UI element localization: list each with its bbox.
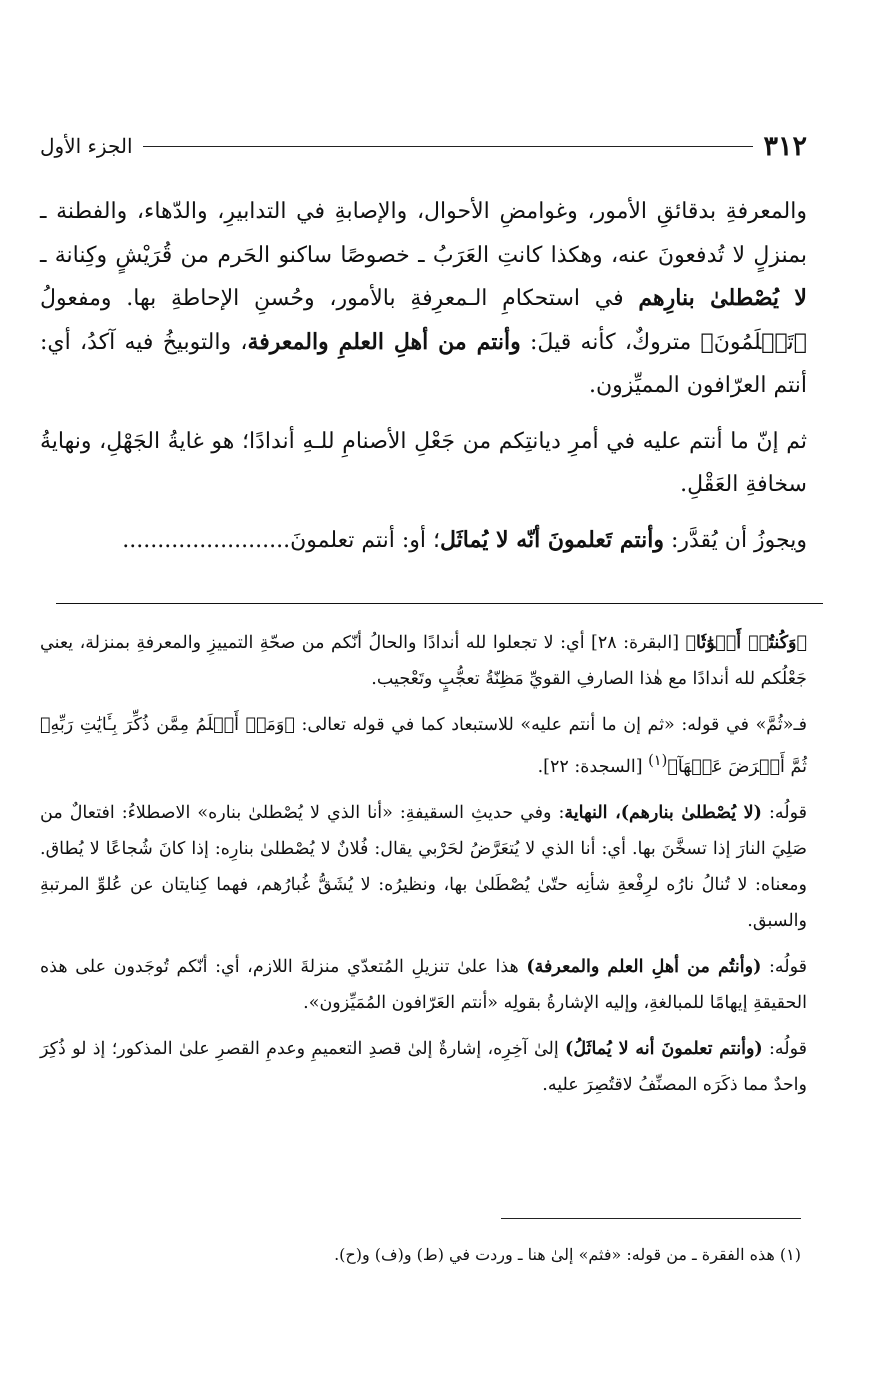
main-paragraph-3	[40, 519, 807, 563]
section-divider	[56, 603, 823, 604]
commentary-p1-text: [البقرة: ٢٨] أي: لا تجعلوا لله أندادًا والحالُ أنّكم من صحّةِ التمييزِ والمعرفةِ بمنزلة، يعني جَعْلُكم لله أندادًا مع هٰذا الصارفِ القويِّ مَظِنّةُ تعجُّبٍ وتَعْجيب.	[40, 633, 807, 689]
commentary-p3-bold: (لا يُصْطلىٰ بنارهم)، النهاية	[564, 802, 762, 823]
commentary-paragraph-2	[40, 707, 807, 785]
page-header	[40, 126, 807, 166]
main-p1-bold-phrase: لا يُصْطلىٰ بنارِهم	[638, 285, 807, 311]
main-p3-text-a: ويجوزُ أن يُقدَّر:	[663, 527, 807, 553]
header-rule	[143, 146, 754, 147]
main-p2-line-1: ثم إنّ ما أنتم عليه في أمرِ ديانتِكم من جَعْلِ الأصنامِ للـهِ أندادًا؛ هو غايةُ الجَهْلِ،	[99, 428, 807, 454]
footnote-marker: (١)	[648, 752, 668, 769]
commentary-p5-text-a: قولُه:	[762, 1038, 808, 1059]
commentary-p4-text-a: قولُه:	[761, 956, 807, 977]
commentary	[40, 625, 807, 1103]
main-p3-bold: وأنتم تَعلمونَ أنّه لا يُماثَل	[440, 526, 664, 553]
commentary-paragraph-5	[40, 1031, 807, 1103]
main-p1-bold-phrase-2: وأنتم من أهلِ العلمِ والمعرفة	[247, 328, 521, 355]
continuation-dots: ........................	[122, 527, 291, 553]
footnote-rule	[501, 1218, 801, 1219]
commentary-paragraph-4	[40, 949, 807, 1021]
main-p2-line-2: ونهايةُ سخافةِ العَقْلِ.	[40, 428, 807, 497]
main-p1-line-5: أنتم العرّافون المميِّزون.	[588, 373, 807, 398]
commentary-p5-text-b: إلىٰ آخِرِه، إشارةٌ إلىٰ قصدِ التعميمِ وعدمِ القصرِ علىٰ المذكور؛ إذ لو ذُكِرَ واحدٌ مما ذكَرَه المصنِّفُ لاقتُصِرَ عليه.	[40, 1038, 807, 1095]
commentary-p2-text-b: [السجدة: ٢٢].	[537, 756, 649, 777]
quran-quote-sajda: ﴿وَمَنۡ أَظۡلَمُ مِمَّن ذُكِّرَ بِـَٔايَٰتِ رَبِّهِۦ ثُمَّ أَعۡرَضَ عَنۡهَآ﴾	[40, 715, 807, 777]
main-p3-text-b: ؛ أو: أنتم تعلمونَ	[290, 527, 441, 553]
main-paragraph-1	[40, 190, 807, 408]
quran-quote-amwatan: ﴿وَكُنتُمۡ أَمۡوَٰتٗا﴾	[685, 633, 807, 653]
commentary-p3-text-a: قولُه:	[761, 802, 807, 823]
main-p1-line-4b: ، والتوبيخُ فيه آكدُ، أي:	[40, 329, 248, 355]
main-p1-line-1: والمعرفةِ بدقائقِ الأمور، وغوامضِ الأحوال، والإصابةِ في التدابيرِ، والدّهاء، والفطنة ـ	[40, 199, 807, 224]
main-paragraph-2	[40, 420, 807, 507]
commentary-p4-bold: (وأنتُم من أهلِ العلم والمعرفة)	[526, 956, 762, 977]
footnote: (١) هذه الفقرة ـ من قوله: «فثم» إلىٰ هنا ـ وردت في (ط) و(ف) و(ح).	[334, 1245, 801, 1264]
commentary-paragraph-3	[40, 795, 807, 939]
commentary-p5-bold: (وأنتم تعلمونَ أنه لا يُماثَلُ)	[565, 1038, 763, 1059]
page-number: ٣١٢	[763, 130, 807, 162]
main-p1-line-3: في استحكامِ الـمعرِفةِ بالأمور، وحُسنِ الإحاطةِ بها. ومفعولُ	[40, 286, 639, 311]
commentary-p3-text-b: : وفي حديثِ السقيفةِ: «أنا الذي لا يُصْطلىٰ بناره» الاصطلاءُ: افتعالٌ من صَلِيَ النارَ إذا تسخَّنَ بها. أي: أنا الذي لا يُتعَرَّضُ لحَرْبي يقال: فُلانٌ لا يُصْطلىٰ بنارِه: إذا كانَ شُجاعًا لا يُطاق. ومعناه: لا تُنالُ نارُه لرِفْعةِ شأنِه حتّىٰ يُصْطَلىٰ بها، ونظيرُه: لا يُشَقُّ غُبارُهم، فهما كِنايتان عن عُلوِّ المرتبةِ والسبق.	[40, 802, 807, 931]
commentary-p2-text-a: فـ«ثُمَّ» في قوله: «ثم إن ما أنتم عليه» للاستبعاد كما في قوله تعالى:	[294, 715, 807, 735]
quran-quote-ta3lamun: ﴿تَعۡلَمُونَ﴾	[700, 329, 807, 355]
main-p1-line-4a: متروكٌ، كأنه قيلَ:	[520, 329, 701, 355]
commentary-paragraph-1	[40, 625, 807, 697]
main-text	[40, 190, 807, 562]
main-p1-line-2: بمنزلٍ لا تُدفعونَ عنه، وهكذا كانتِ العَرَبُ ـ خصوصًا ساكنو الحَرم من قُرَيْشٍ وكِنانة ـ	[40, 242, 807, 268]
part-title: الجزء الأول	[40, 134, 133, 158]
commentary-p4-text-b: هذا علىٰ تنزيلِ المُتعدّي منزلةَ اللازم، أي: أنّكم تُوجَدون على هذه الحقيقةِ إيهامًا للمبالغةِ، وإليه الإشارةُ بقولِه «أنتم العَرّافون المُمَيِّزون».	[40, 956, 807, 1013]
